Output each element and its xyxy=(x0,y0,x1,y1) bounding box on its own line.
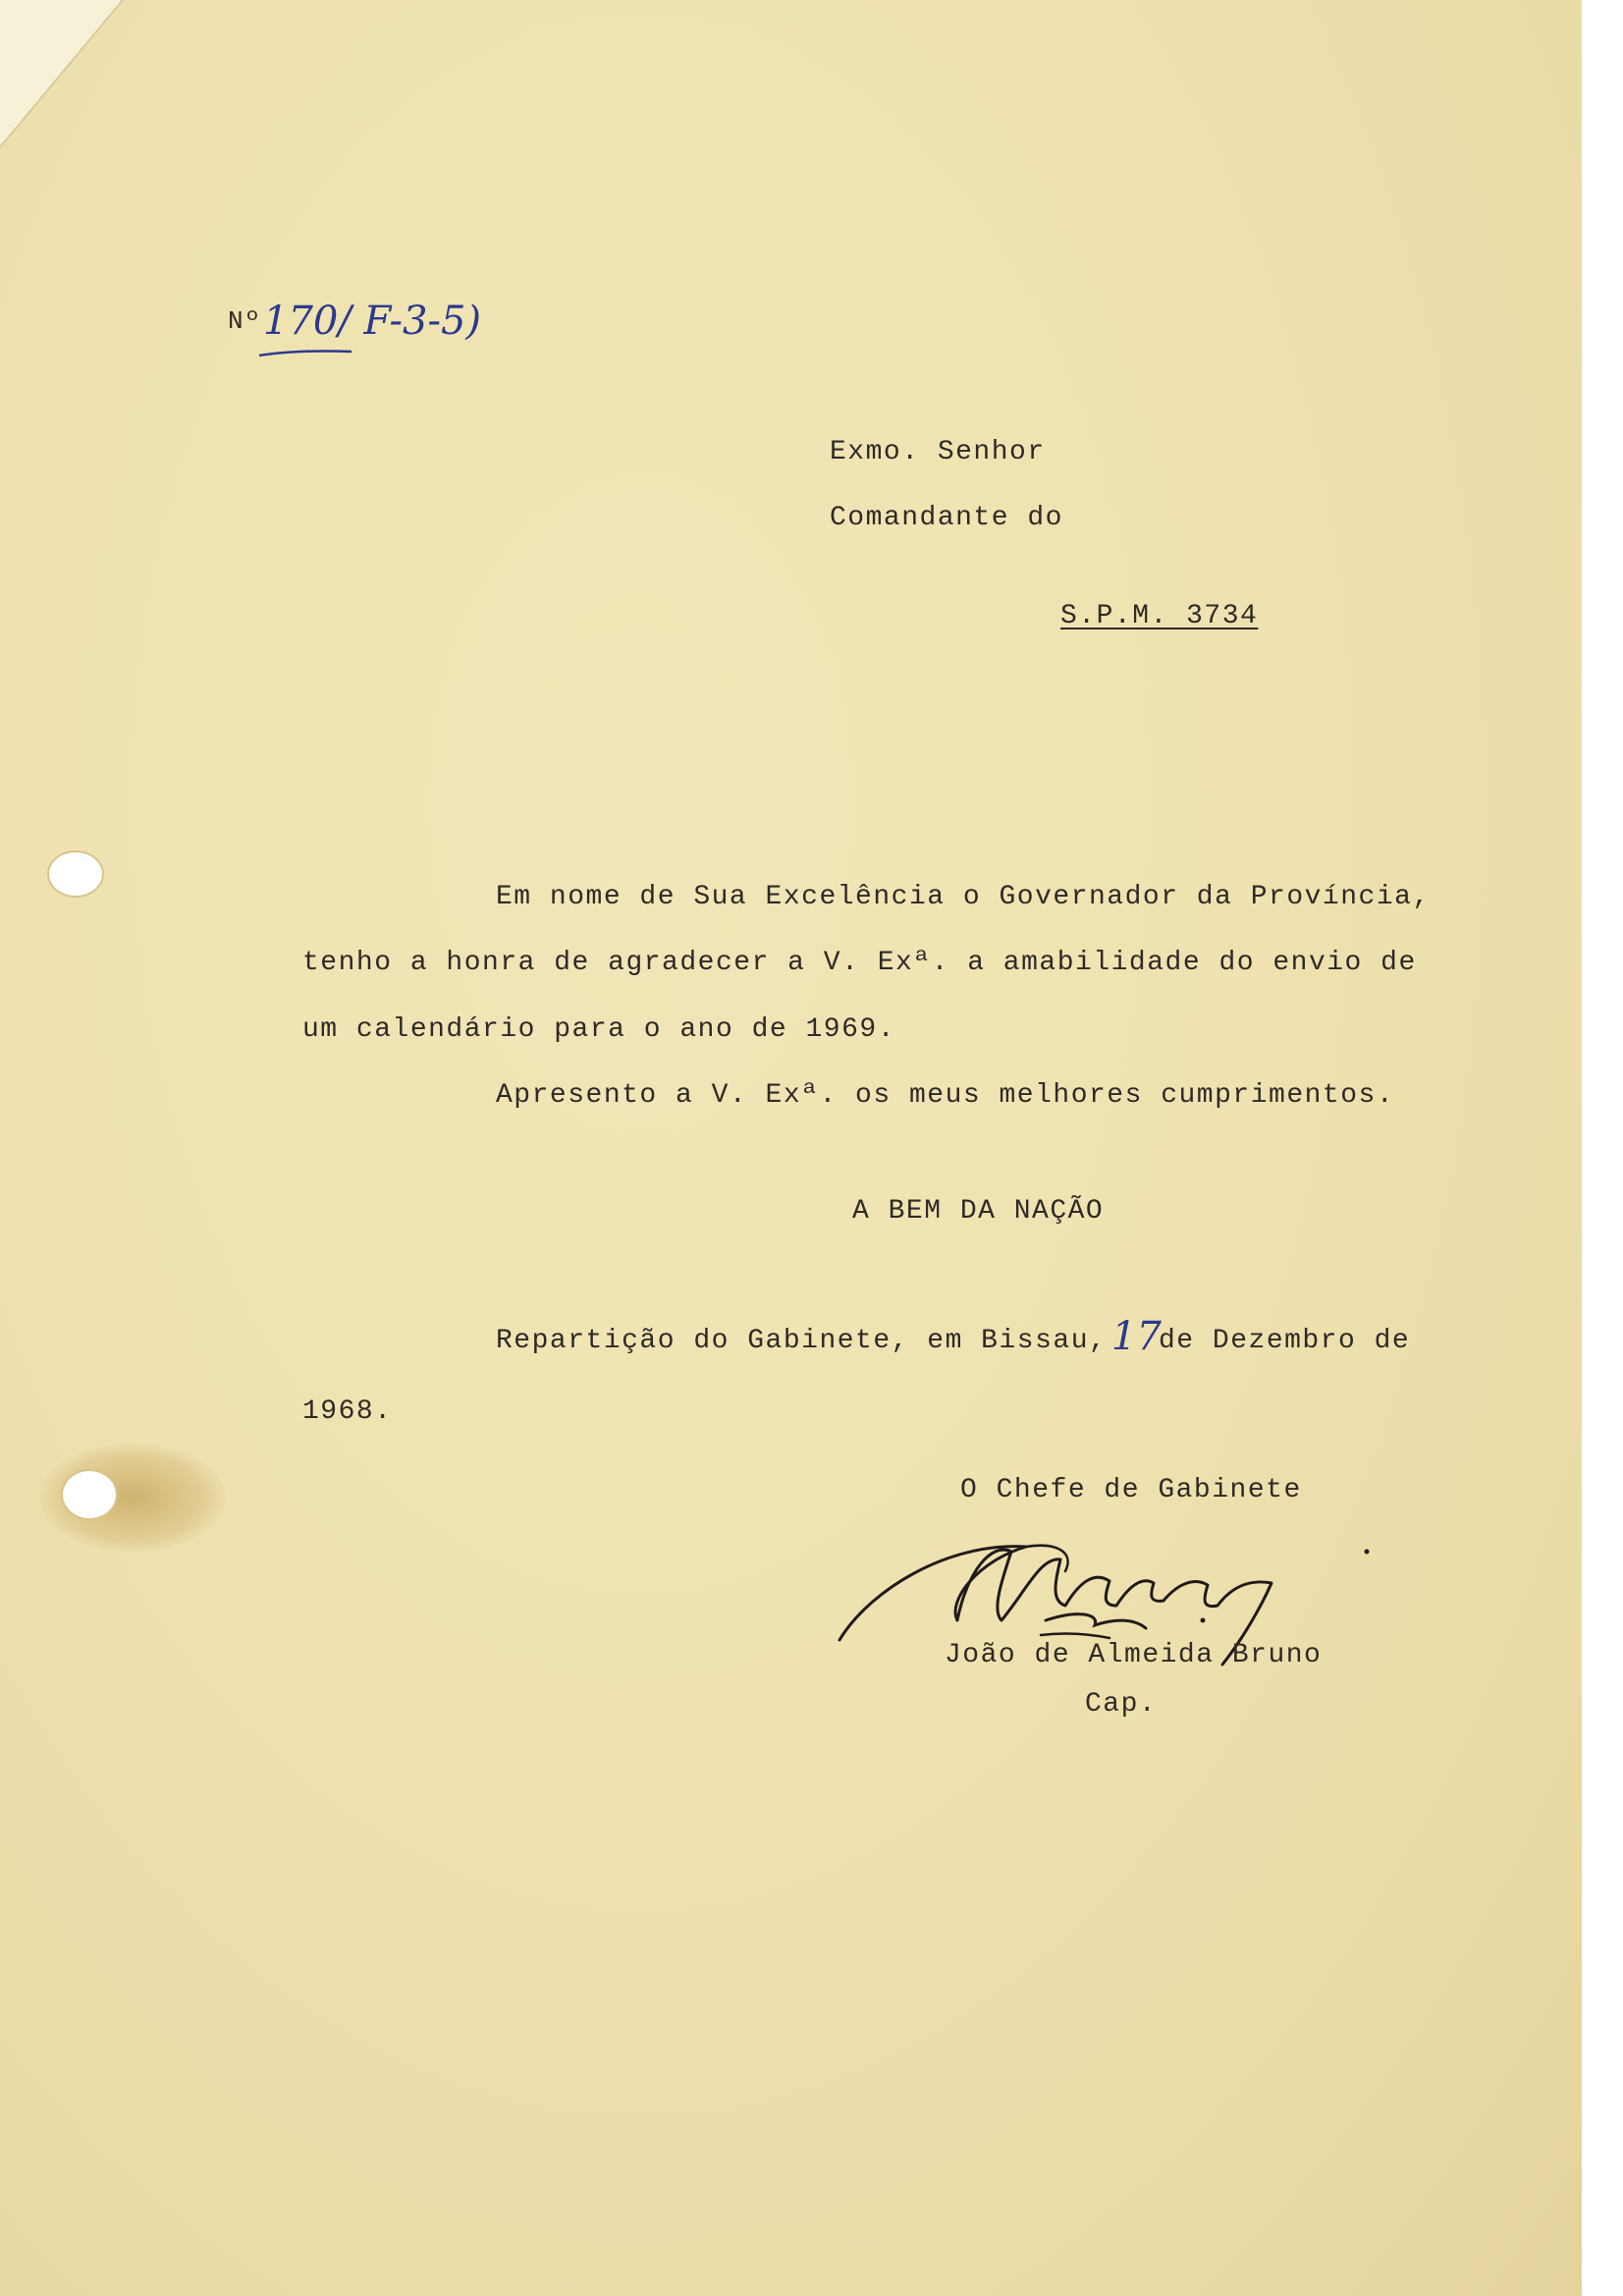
folded-corner xyxy=(0,0,137,157)
body-paragraph-1-line-3: um calendário para o ano de 1969. xyxy=(302,1014,895,1045)
recipient-unit: S.P.M. 3734 xyxy=(1060,601,1259,631)
scan-margin xyxy=(1582,0,1602,2296)
body-paragraph-2: Apresento a V. Exª. os meus melhores cumprimentos. xyxy=(496,1080,1395,1111)
recipient-salutation: Exmo. Senhor xyxy=(830,437,1046,467)
place-date-year: 1968. xyxy=(302,1396,393,1427)
recipient-title: Comandante do xyxy=(830,503,1063,533)
body-paragraph-1-line-1: Em nome de Sua Excelência o Governador da Província, xyxy=(496,882,1431,912)
body-paragraph-1-line-2: tenho a honra de agradecer a V. Exª. a amabilidade do envio de xyxy=(302,948,1417,978)
signatory-title: O Chefe de Gabinete xyxy=(960,1475,1302,1505)
date-day-handwritten: 17 xyxy=(1111,1314,1162,1359)
reference-prefix: Nº xyxy=(228,306,262,336)
punch-hole-lower xyxy=(61,1469,118,1520)
punch-hole-upper xyxy=(47,850,104,898)
closing-motto: A BEM DA NAÇÃO xyxy=(852,1196,1105,1227)
place-date-line-1-start: Repartição do Gabinete, em Bissau, xyxy=(496,1326,1108,1356)
reference-underline xyxy=(257,342,355,361)
signatory-name: João de Almeida Bruno xyxy=(945,1640,1323,1670)
place-date-line-1-end: de Dezembro de xyxy=(1159,1326,1411,1356)
reference-number-handwritten: 170/ F-3-5) xyxy=(263,299,482,344)
signatory-rank: Cap. xyxy=(1085,1689,1158,1720)
